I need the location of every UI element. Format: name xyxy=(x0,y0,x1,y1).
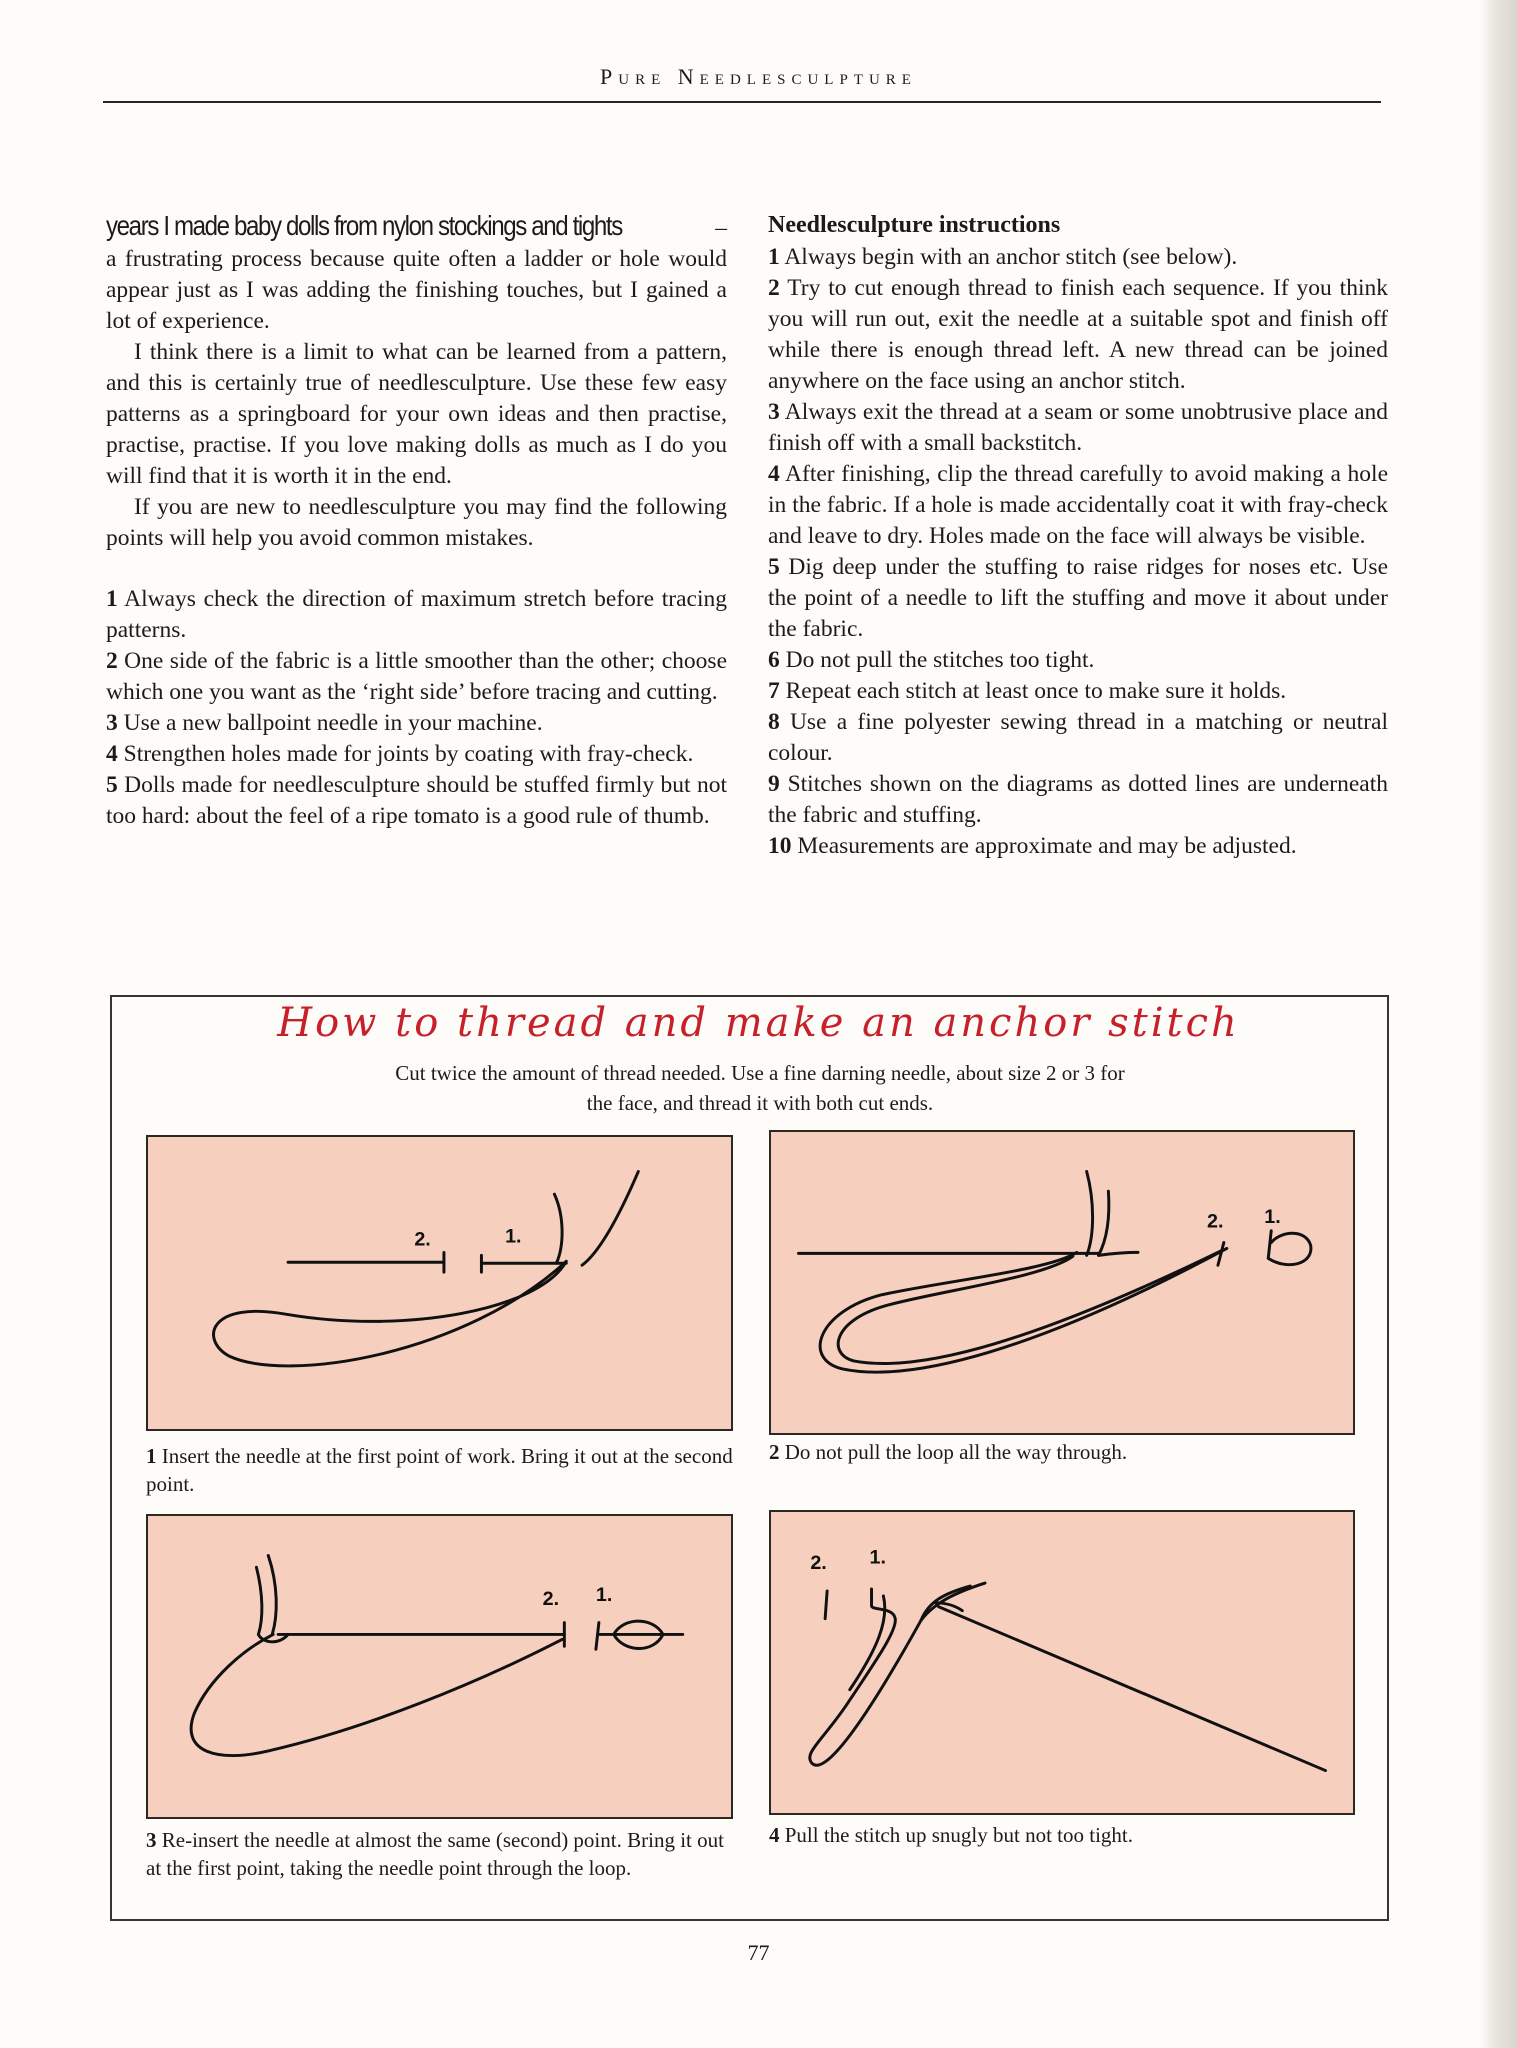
diagram-step-2 xyxy=(769,1130,1355,1435)
step-1-caption xyxy=(146,1442,736,1498)
instruction-text: Always begin with an anchor stitch (see below). xyxy=(779,244,1238,270)
instruction-number: 9 xyxy=(768,771,780,797)
instruction-item xyxy=(768,645,1388,676)
instruction-number: 5 xyxy=(768,554,780,580)
lead-line: years I made baby dolls from nylon stockings and tights xyxy=(106,210,622,241)
point-2-label: 2. xyxy=(810,1552,827,1575)
tip-item xyxy=(106,770,727,832)
step-number: 2 xyxy=(769,1440,780,1464)
step-4-caption xyxy=(769,1821,1359,1849)
point-1-label: 1. xyxy=(505,1225,522,1248)
instruction-item xyxy=(768,831,1388,862)
step-text: Insert the needle at the first point of work. Bring it out at the second point. xyxy=(146,1444,733,1496)
point-2-label: 2. xyxy=(414,1228,431,1251)
point-2-label: 2. xyxy=(542,1587,560,1610)
step-2-caption xyxy=(769,1438,1359,1466)
header-rule xyxy=(103,101,1381,103)
instruction-text: Do not pull the stitches too tight. xyxy=(779,647,1095,673)
instruction-text: Repeat each stitch at least once to make sure it holds. xyxy=(779,678,1287,704)
step-text: Re-insert the needle at almost the same (second) point. Bring it out at the first point, taking the needle point through the loop. xyxy=(146,1828,724,1880)
stitch-diagram-4-icon xyxy=(771,1512,1353,1813)
diagram-step-1 xyxy=(146,1135,733,1431)
tip-text: Use a new ballpoint needle in your machine. xyxy=(117,710,543,736)
instruction-item xyxy=(768,242,1388,273)
instruction-number: 7 xyxy=(768,678,780,704)
instructions-heading: Needlesculpture instructions xyxy=(768,212,1061,238)
step-text: Do not pull the loop all the way through. xyxy=(779,1440,1128,1464)
tip-text: Strengthen holes made for joints by coating with fray-check. xyxy=(117,741,694,767)
tip-text: One side of the fabric is a little smoother than the other; choose which one you want as the ‘right side’ before tracing and cutting. xyxy=(106,648,727,705)
instruction-item xyxy=(768,769,1388,831)
instruction-number: 10 xyxy=(768,833,792,859)
tip-item xyxy=(106,646,727,708)
instruction-item xyxy=(768,273,1388,397)
instruction-text: Stitches shown on the diagrams as dotted lines are underneath the fabric and stuffing. xyxy=(768,771,1388,828)
instruction-text: Measurements are approximate and may be adjusted. xyxy=(791,833,1297,859)
diagram-step-4 xyxy=(769,1510,1355,1815)
intro-paragraph-1 xyxy=(106,210,727,337)
tip-item xyxy=(106,584,727,646)
instruction-item xyxy=(768,397,1388,459)
intro-paragraph-1-text: – a frustrating process because quite often a ladder or hole would appear just as I was adding the finishing touches, but I gained a lot of experience. xyxy=(106,215,727,334)
instruction-item xyxy=(768,707,1388,769)
tip-item xyxy=(106,739,727,770)
point-1-label: 1. xyxy=(869,1546,887,1569)
box-intro: Cut twice the amount of thread needed. Use a fine darning needle, about size 2 or 3 for the face, and thread it with both cut ends. xyxy=(395,1061,1125,1115)
tip-text: Always check the direction of maximum stretch before tracing patterns. xyxy=(106,586,727,643)
instruction-number: 4 xyxy=(768,461,780,487)
spacer xyxy=(106,554,727,584)
step-number: 3 xyxy=(146,1828,157,1852)
step-number: 1 xyxy=(146,1444,157,1468)
instruction-text: Always exit the thread at a seam or some unobtrusive place and finish off with a small backstitch. xyxy=(768,399,1388,456)
right-column xyxy=(768,210,1388,862)
instruction-text: After finishing, clip the thread carefully to avoid making a hole in the fabric. If a hole is made accidentally coat it with fray-check and leave to dry. Holes made on the face will always be visible. xyxy=(768,461,1388,549)
tip-number: 2 xyxy=(106,648,118,674)
point-1-label: 1. xyxy=(1264,1205,1281,1228)
tip-text: Dolls made for needlesculpture should be stuffed firmly but not too hard: about the feel of a ripe tomato is a good rule of thumb. xyxy=(106,772,727,829)
step-text: Pull the stitch up snugly but not too tight. xyxy=(779,1823,1134,1847)
tip-number: 3 xyxy=(106,710,118,736)
point-2-label: 2. xyxy=(1207,1210,1224,1233)
stitch-diagram-3-icon xyxy=(148,1516,731,1817)
instruction-text: Dig deep under the stuffing to raise ridges for noses etc. Use the point of a needle to lift the stuffing and move it about under the fabric. xyxy=(768,554,1388,642)
stitch-diagram-1-icon xyxy=(148,1137,731,1429)
step-3-caption xyxy=(146,1826,736,1882)
tip-item xyxy=(106,708,727,739)
instruction-item xyxy=(768,676,1388,707)
instruction-number: 6 xyxy=(768,647,780,673)
stitch-diagram-2-icon xyxy=(771,1132,1353,1433)
instruction-number: 2 xyxy=(768,275,780,301)
step-number: 4 xyxy=(769,1823,780,1847)
tip-number: 4 xyxy=(106,741,118,767)
instruction-text: Try to cut enough thread to finish each sequence. If you think you will run out, exit the needle at a suitable spot and finish off while there is enough thread left. A new thread can be joined anywhere on the face using an anchor stitch. xyxy=(768,275,1388,394)
intro-paragraph-2: I think there is a limit to what can be learned from a pattern, and this is certainly true of needlesculpture. Use these few easy patterns as a springboard for your own ideas and then practise, practise, practise. If you love making dolls as much as I do you will find that it is worth it in the end. xyxy=(106,339,727,489)
box-title: How to thread and make an anchor stitch xyxy=(277,1000,1240,1046)
instruction-number: 8 xyxy=(768,709,780,735)
intro-paragraph-3: If you are new to needlesculpture you may find the following points will help you avoid common mistakes. xyxy=(106,494,727,551)
instruction-number: 3 xyxy=(768,399,780,425)
instruction-text: Use a fine polyester sewing thread in a matching or neutral colour. xyxy=(768,709,1388,766)
diagram-step-3 xyxy=(146,1514,733,1819)
instruction-number: 1 xyxy=(768,244,780,270)
instruction-item xyxy=(768,459,1388,552)
tip-number: 1 xyxy=(106,586,118,612)
point-1-label: 1. xyxy=(595,1583,613,1606)
instruction-item xyxy=(768,552,1388,645)
left-column xyxy=(106,210,727,832)
tip-number: 5 xyxy=(106,772,118,798)
running-header: Pure Needlesculpture xyxy=(600,64,917,89)
page-number: 77 xyxy=(747,1940,770,1965)
